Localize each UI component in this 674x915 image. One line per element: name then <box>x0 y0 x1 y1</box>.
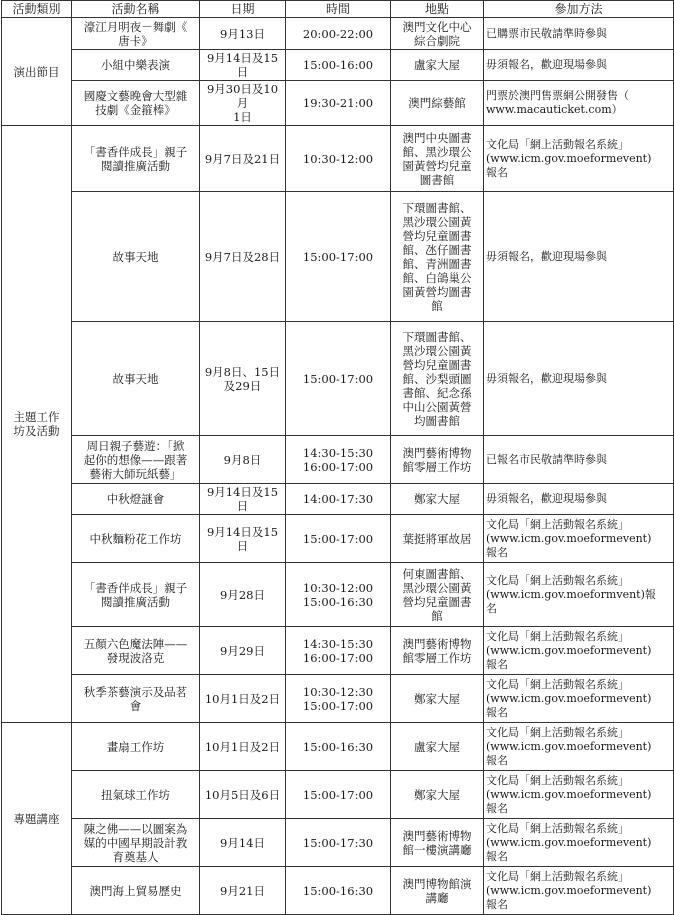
activity-venue: 澳門中央圖書 館、黑沙環公 園黃營均兒童 圖書館 <box>391 126 484 192</box>
activity-method: 文化局「網上活動報名系統」 (www.icm.gov.moeformvent)報 名 <box>484 563 674 627</box>
activity-method: 毋須報名，歡迎現場參與 <box>484 322 674 436</box>
activity-method: 毋須報名，歡迎現場參與 <box>484 50 674 81</box>
activity-name: 「書香伴成長」親子 閱讀推廣活動 <box>72 126 200 192</box>
table-header-row <box>2 1 674 18</box>
table-row <box>2 50 674 81</box>
activity-method: 毋須報名，歡迎現場參與 <box>484 192 674 322</box>
activity-method: 文化局「網上活動報名系統」 (www.icm.gov.moeformevent) 報名 <box>484 771 674 819</box>
activity-name: 濠江月明夜－舞劇《 唐卡》 <box>72 18 200 50</box>
activity-method: 文化局「網上活動報名系統」 (www.icm.gov.moeformevent) 報名 <box>484 627 674 675</box>
activity-time: 10:30-12:00 <box>286 126 391 192</box>
activity-date: 9月14日及15日 <box>200 484 286 515</box>
activity-date: 9月21日 <box>200 867 286 915</box>
table-row <box>2 675 674 723</box>
header-time: 時間 <box>286 1 391 18</box>
activity-method: 文化局「網上活動報名系統」 (www.icm.gov.moeformevent) 報名 <box>484 723 674 771</box>
activity-date: 9月7日及21日 <box>200 126 286 192</box>
table-row <box>2 627 674 675</box>
activity-time: 15:00-17:00 <box>286 192 391 322</box>
activity-time: 15:00-17:00 <box>286 771 391 819</box>
activity-time: 15:00-17:00 <box>286 515 391 563</box>
activity-time: 19:30-21:00 <box>286 81 391 126</box>
table-row <box>2 436 674 484</box>
activity-name: 五顏六色魔法陣—— 發現波洛克 <box>72 627 200 675</box>
table-row <box>2 563 674 627</box>
activity-venue: 澳門藝術博物 館零層工作坊 <box>391 436 484 484</box>
table-row <box>2 81 674 126</box>
activity-time: 14:30-15:30 16:00-17:00 <box>286 627 391 675</box>
activity-time: 14:30-15:30 16:00-17:00 <box>286 436 391 484</box>
activity-date: 9月14日及15日 <box>200 515 286 563</box>
activity-method: 文化局「網上活動報名系統」 (www.icm.gov.moeformevent) 報名 <box>484 675 674 723</box>
activity-name: 故事天地 <box>72 192 200 322</box>
activity-date: 9月30日及10月 1日 <box>200 81 286 126</box>
table-row <box>2 819 674 867</box>
table-row <box>2 322 674 436</box>
table-row <box>2 18 674 50</box>
activity-name: 小組中樂表演 <box>72 50 200 81</box>
category-performance: 演出節目 <box>2 18 72 126</box>
activity-time: 15:00-16:30 <box>286 867 391 915</box>
activity-method: 已報名市民敬請準時參與 <box>484 436 674 484</box>
activity-venue: 鄭家大屋 <box>391 771 484 819</box>
activity-name: 澳門海上貿易歷史 <box>72 867 200 915</box>
activity-method: 文化局「網上活動報名系統」 (www.icm.gov.moeformevent) 報名 <box>484 819 674 867</box>
table-row <box>2 192 674 322</box>
activity-date: 10月1日及2日 <box>200 675 286 723</box>
activity-venue: 葉挺將軍故居 <box>391 515 484 563</box>
activity-method: 文化局「網上活動報名系統」 (www.icm.gov.moeformevent) 報名 <box>484 515 674 563</box>
activity-name: 畫扇工作坊 <box>72 723 200 771</box>
activity-time: 10:30-12:30 15:00-17:00 <box>286 675 391 723</box>
header-name: 活動名稱 <box>72 1 200 18</box>
activity-date: 9月14日 <box>200 819 286 867</box>
activity-venue: 下環圖書館、 黑沙環公園黃 營均兒童圖書 館、氹仔圖書 館、青洲圖書 館、白鴿巢公 園黃營均圖書 館 <box>391 192 484 322</box>
activity-date: 9月29日 <box>200 627 286 675</box>
activity-name: 故事天地 <box>72 322 200 436</box>
header-date: 日期 <box>200 1 286 18</box>
activity-name: 中秋燈謎會 <box>72 484 200 515</box>
activity-venue: 鄭家大屋 <box>391 675 484 723</box>
activity-venue: 何東圖書館、 黑沙環公園黃 營均兒童圖書 館 <box>391 563 484 627</box>
activity-time: 15:00-17:00 <box>286 322 391 436</box>
activity-venue: 澳門綜藝館 <box>391 81 484 126</box>
activity-venue: 澳門藝術博物 館零層工作坊 <box>391 627 484 675</box>
activity-time: 14:00-17:30 <box>286 484 391 515</box>
activity-date: 10月5日及6日 <box>200 771 286 819</box>
activity-name: 陳之佛——以圖案為 媒的中國早期設計教 育奠基人 <box>72 819 200 867</box>
activity-method: 文化局「網上活動報名系統」 (www.icm.gov.moeformevent) 報名 <box>484 126 674 192</box>
activity-time: 15:00-17:30 <box>286 819 391 867</box>
table-row <box>2 867 674 915</box>
activity-venue: 澳門博物館演 講廳 <box>391 867 484 915</box>
table-row <box>2 515 674 563</box>
table-row <box>2 771 674 819</box>
activity-method: 毋須報名，歡迎現場參與 <box>484 484 674 515</box>
activity-venue: 盧家大屋 <box>391 723 484 771</box>
activity-venue: 鄭家大屋 <box>391 484 484 515</box>
activity-venue: 下環圖書館、 黑沙環公園黃 營均兒童圖書 館、沙梨頭圖 書館、紀念孫 中山公園黃營 均圖書館 <box>391 322 484 436</box>
activity-date: 9月8日、15日 及29日 <box>200 322 286 436</box>
header-method: 參加方法 <box>484 1 674 18</box>
category-workshops: 主題工作 坊及活動 <box>2 126 72 723</box>
activity-date: 9月28日 <box>200 563 286 627</box>
header-category: 活動類別 <box>2 1 72 18</box>
activity-time: 15:00-16:00 <box>286 50 391 81</box>
activity-time: 10:30-12:00 15:00-16:30 <box>286 563 391 627</box>
activity-time: 15:00-16:30 <box>286 723 391 771</box>
activity-method: 已購票市民敬請準時參與 <box>484 18 674 50</box>
table-row <box>2 126 674 192</box>
activity-schedule-table <box>1 0 674 915</box>
activity-date: 9月7日及28日 <box>200 192 286 322</box>
activity-name: 秋季茶藝演示及品茗 會 <box>72 675 200 723</box>
activity-venue: 澳門藝術博物 館一樓演講廳 <box>391 819 484 867</box>
activity-date: 9月14日及15日 <box>200 50 286 81</box>
activity-time: 20:00-22:00 <box>286 18 391 50</box>
table-row <box>2 723 674 771</box>
activity-date: 9月8日 <box>200 436 286 484</box>
activity-name: 中秋麵粉花工作坊 <box>72 515 200 563</box>
activity-name: 國慶文藝晚會大型雜 技劇《金箍棒》 <box>72 81 200 126</box>
activity-name: 周日親子藝遊：「掀 起你的想像——跟著 藝術大師玩紙藝」 <box>72 436 200 484</box>
activity-venue: 盧家大屋 <box>391 50 484 81</box>
activity-method: 文化局「網上活動報名系統」 (www.icm.gov.moeformevent) 報名 <box>484 867 674 915</box>
activity-venue: 澳門文化中心 綜合劇院 <box>391 18 484 50</box>
activity-date: 10月1日及2日 <box>200 723 286 771</box>
activity-method: 門票於澳門售票網公開發售（ www.macauticket.com） <box>484 81 674 126</box>
table-row <box>2 484 674 515</box>
activity-name: 「書香伴成長」親子 閱讀推廣活動 <box>72 563 200 627</box>
activity-name: 扭氣球工作坊 <box>72 771 200 819</box>
category-lectures: 專題講座 <box>2 723 72 915</box>
header-venue: 地點 <box>391 1 484 18</box>
activity-date: 9月13日 <box>200 18 286 50</box>
